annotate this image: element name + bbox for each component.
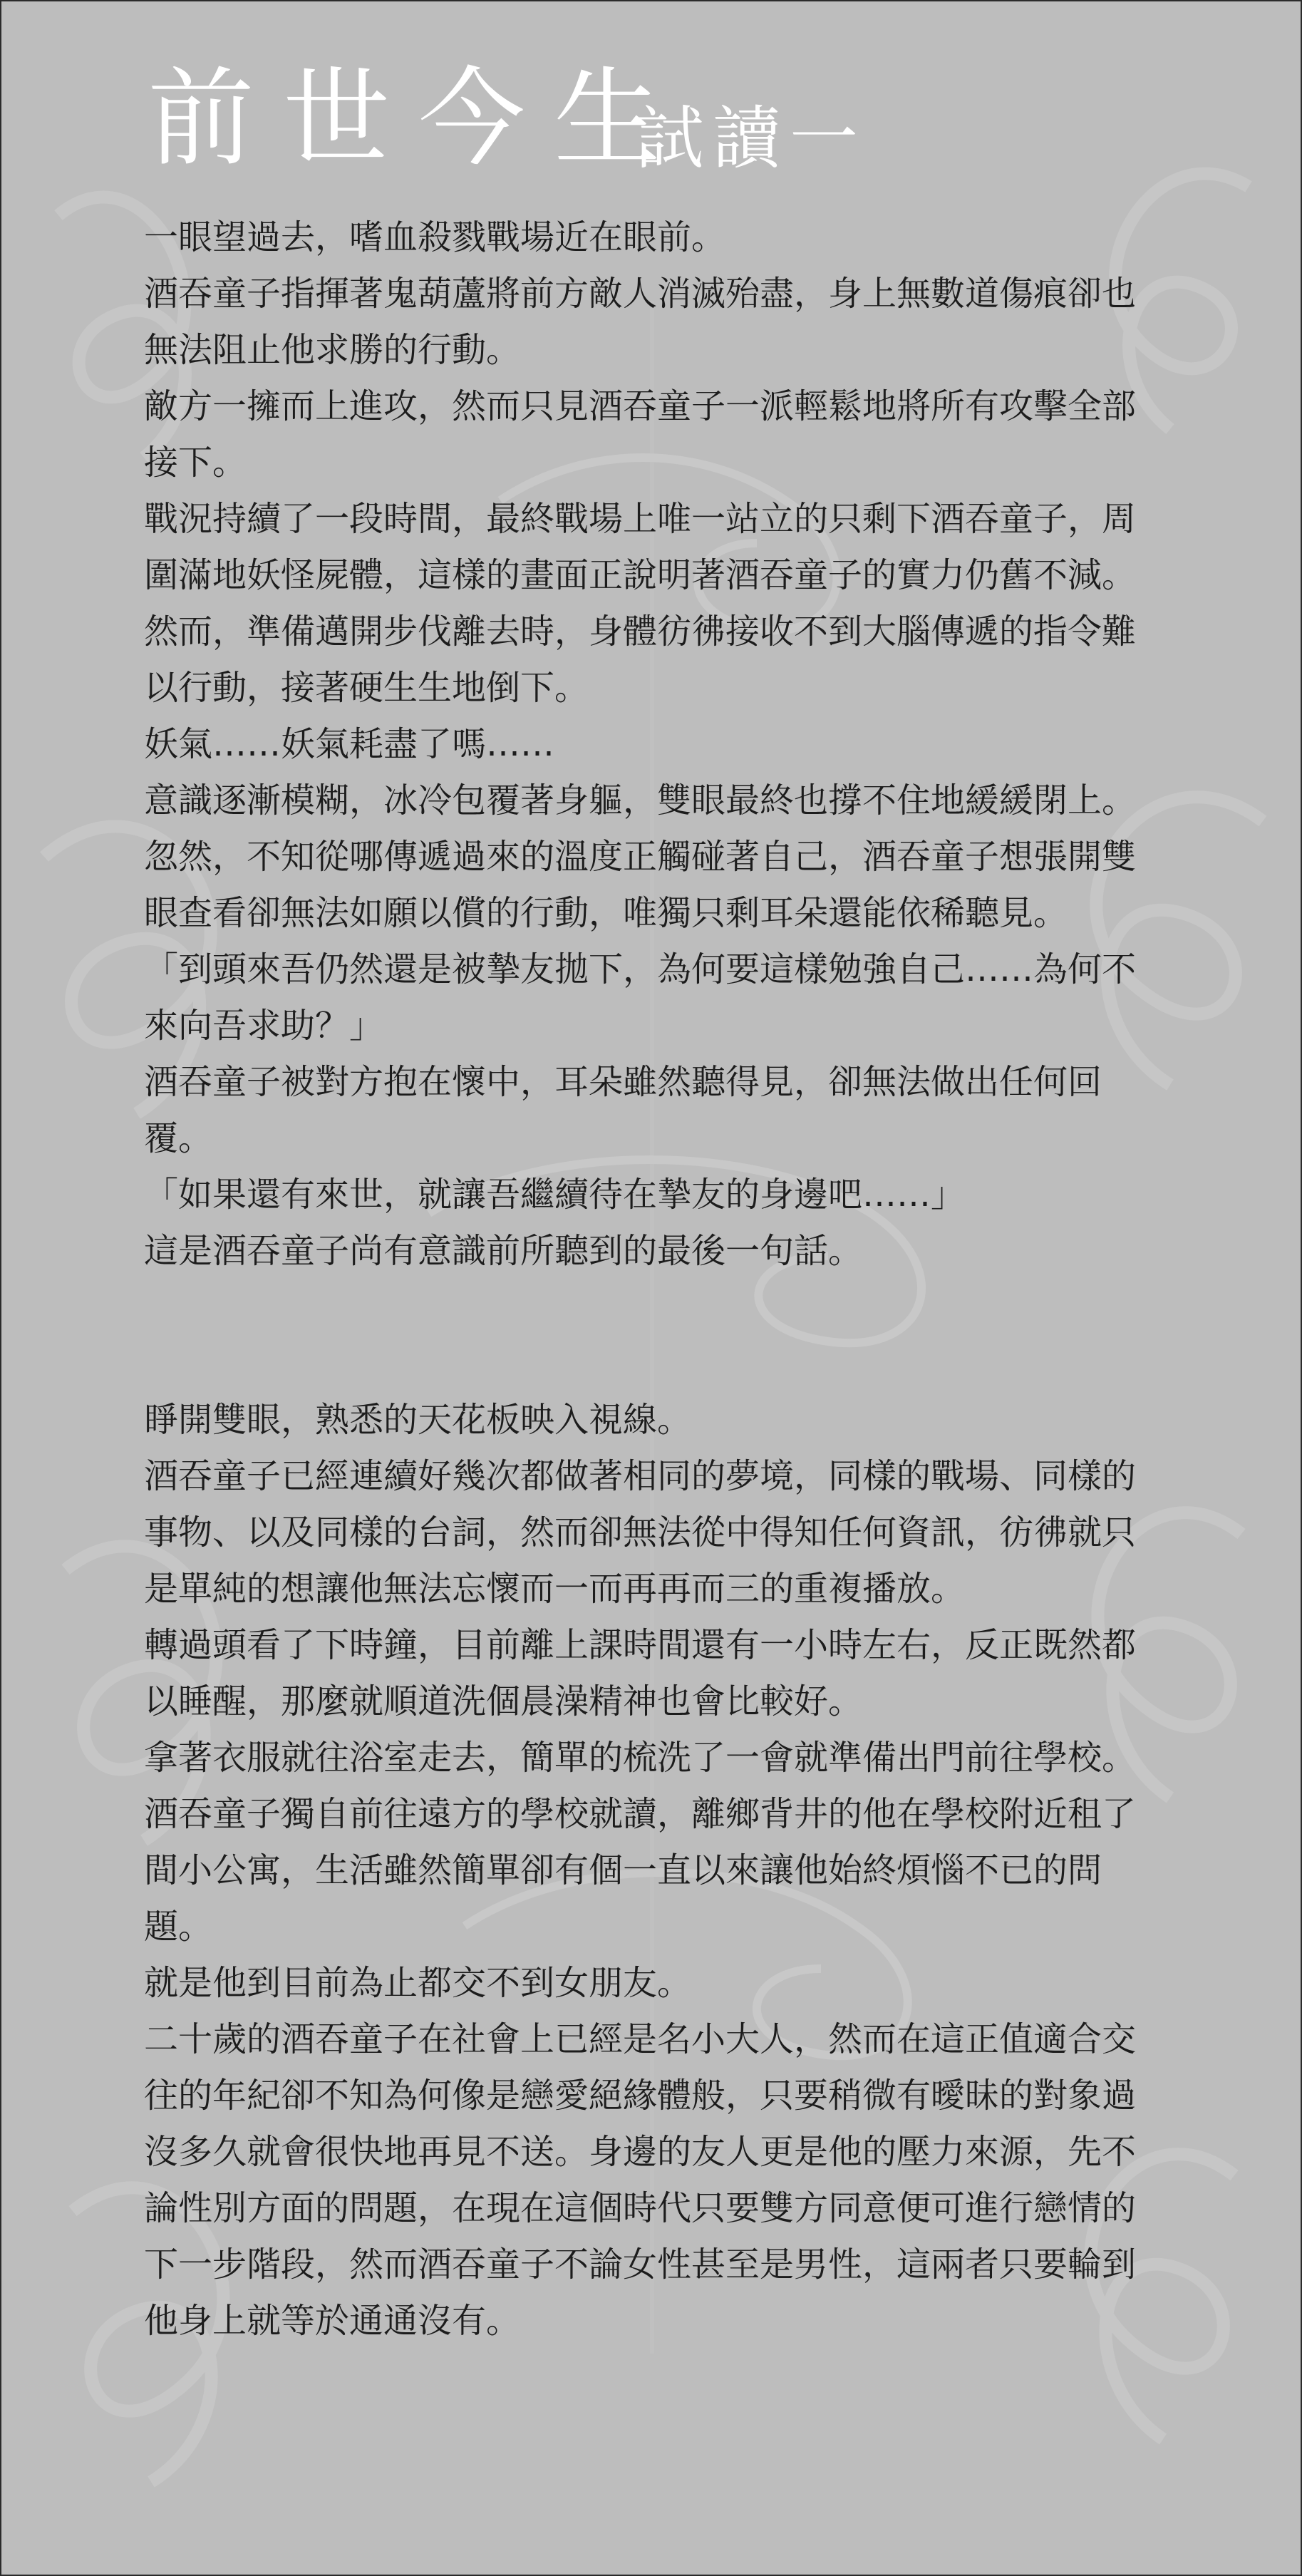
paragraph: 「到頭來吾仍然還是被摯友拋下，為何要這樣勉強自己……為何不來向吾求助？」 <box>144 949 1137 1046</box>
title-area <box>148 51 1216 194</box>
paragraph: 酒吞童子被對方抱在懷中，耳朵雖然聽得見，卻無法做出任何回覆。 <box>144 1062 1102 1158</box>
paragraph: 戰況持續了一段時間，最終戰場上唯一站立的只剩下酒吞童子，周圍滿地妖怪屍體，這樣的畫面正說明著酒吞童子的實力仍舊不減。 <box>144 499 1137 595</box>
paragraph: 拿著衣服就往浴室走去，簡單的梳洗了一會就準備出門前往學校。 <box>144 1738 1137 1778</box>
paragraph: 酒吞童子已經連續好幾次都做著相同的夢境，同樣的戰場、同樣的事物、以及同樣的台詞，然而卻無法從中得知任何資訊，彷彿就只是單純的想讓他無法忘懷而一而再再而三的重複播放。 <box>144 1456 1137 1609</box>
paragraph: 酒吞童子獨自前往遠方的學校就讀，離鄉背井的他在學校附近租了間小公寓，生活雖然簡單卻有個一直以來讓他始終煩惱不已的問題。 <box>144 1794 1137 1947</box>
paragraph: 二十歲的酒吞童子在社會上已經是名小大人，然而在這正值適合交往的年紀卻不知為何像是戀愛絕緣體般，只要稍微有曖昧的對象過沒多久就會很快地再見不送。身邊的友人更是他的壓力來源，先不論性別方面的問題，在現在這個時代只要雙方同意便可進行戀情的下一步階段，然而酒吞童子不論女性甚至是男性，這兩者只要輪到他身上就等於通通沒有。 <box>144 2019 1137 2341</box>
paragraph: 然而，準備邁開步伐離去時，身體彷彿接收不到大腦傳遞的指令難以行動，接著硬生生地倒下。 <box>144 612 1137 708</box>
paragraph: 就是他到目前為止都交不到女朋友。 <box>144 1963 692 2003</box>
paragraph: 妖氣……妖氣耗盡了嗎…… <box>144 724 555 764</box>
paragraph: 這是酒吞童子尚有意識前所聽到的最後一句話。 <box>144 1231 863 1271</box>
paragraph: 忽然，不知從哪傳遞過來的溫度正觸碰著自己，酒吞童子想張開雙眼查看卻無法如願以償的行動，唯獨只剩耳朵還能依稀聽見。 <box>144 837 1137 933</box>
paragraph: 「如果還有來世，就讓吾繼續待在摯友的身邊吧……」 <box>144 1175 966 1215</box>
title-main: 前世今生 <box>148 57 690 181</box>
paragraph: 轉過頭看了下時鐘，目前離上課時間還有一小時左右，反正既然都以睡醒，那麼就順道洗個晨澡精神也會比較好。 <box>144 1625 1137 1721</box>
paragraph: 酒吞童子指揮著鬼葫蘆將前方敵人消滅殆盡，身上無數道傷痕卻也無法阻止他求勝的行動。 <box>144 274 1137 370</box>
paragraph: 睜開雙眼，熟悉的天花板映入視線。 <box>144 1400 692 1440</box>
paragraph: 敵方一擁而上進攻，然而只見酒吞童子一派輕鬆地將所有攻擊全部接下。 <box>144 386 1137 483</box>
paragraph: 意識逐漸模糊，冰冷包覆著身軀，雙眼最終也撐不住地緩緩閉上。 <box>144 780 1137 820</box>
title-sub: 試讀一 <box>636 98 867 178</box>
story-text <box>144 210 1156 2349</box>
paragraph: 一眼望過去，嗜血殺戮戰場近在眼前。 <box>144 217 726 257</box>
section-break <box>144 1279 1156 1392</box>
